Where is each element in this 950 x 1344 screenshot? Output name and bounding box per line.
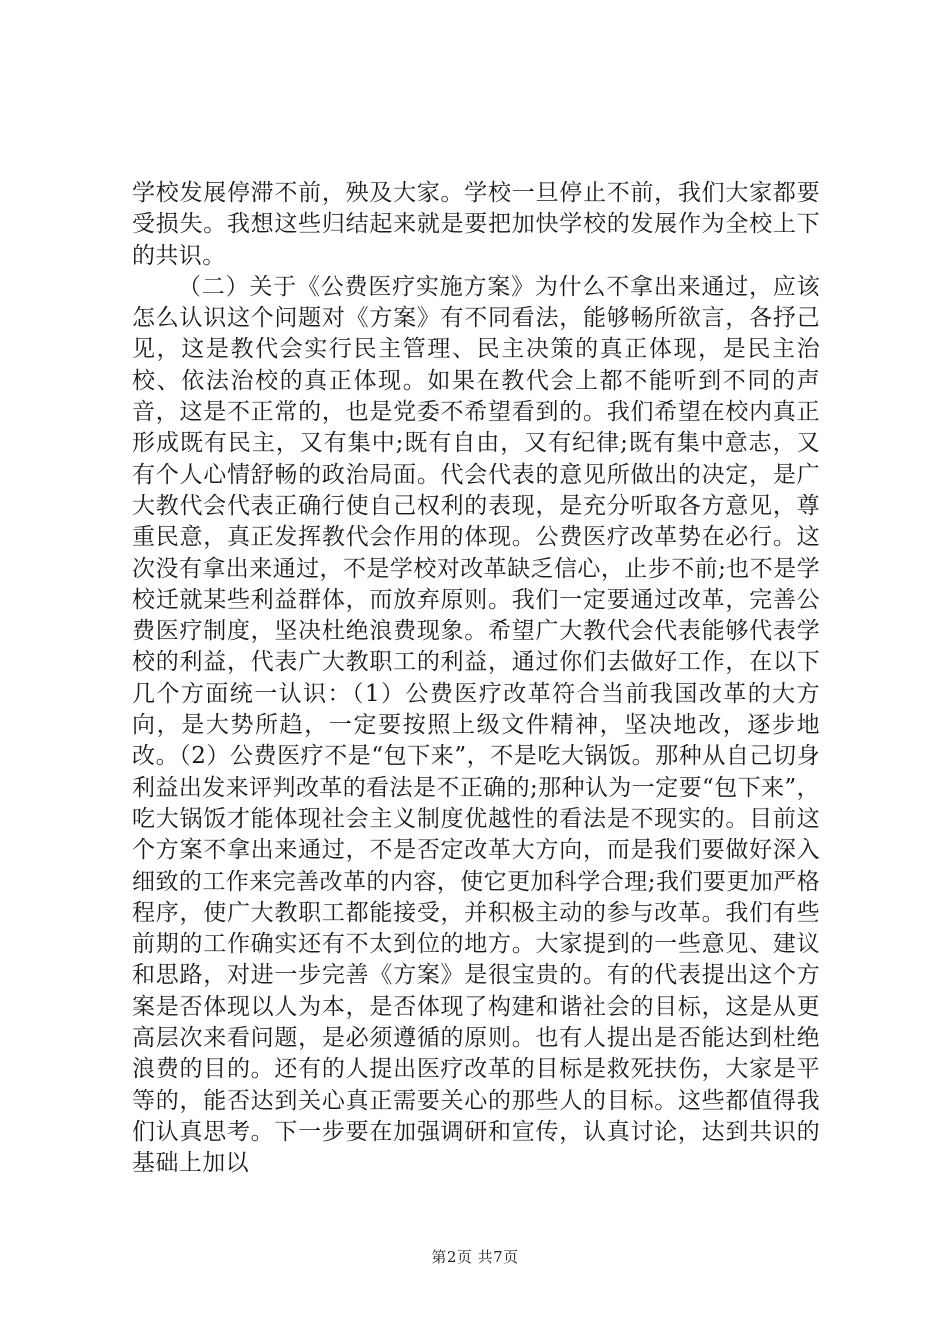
paragraph-section-two: （二）关于《公费医疗实施方案》为什么不拿出来通过，应该怎么认识这个问题对《方案》有不同看法，能够畅所欲言，各抒己见，这是教代会实行民主管理、民主决策的真正体现，是民主治校、依法治校的真正体现。如果在教代会上都不能听到不同的声音，这是不正常的，也是党委不希望看到的。我们希望在校内真正形成既有民主，又有集中;既有自由，又有纪律;既有集中意志，又有个人心情舒畅的政治局面。代会代表的意见所做出的决定，是广大教代会代表正确行使自己权利的表现，是充分听取各方意见，尊重民意，真正发挥教代会作用的体现。公费医疗改革势在必行。这次没有拿出来通过，不是学校对改革缺乏信心，止步不前;也不是学校迁就某些利益群体，而放弃原则。我们一定要通过改革，完善公费医疗制度，坚决杜绝浪费现象。希望广大教代会代表能够代表学校的利益，代表广大教职工的利益，通过你们去做好工作，在以下几个方面统一认识：（1）公费医疗改革符合当前我国改革的大方向，是大势所趋，一定要按照上级文件精神，坚决地改，逐步地改。（2）公费医疗不是“包下来”，不是吃大锅饭。那种从自己切身利益出发来评判改革的看法是不正确的;那种认为一定要“包下来”，吃大锅饭才能体现社会主义制度优越性的看法是不现实的。目前这个方案不拿出来通过，不是否定改革大方向，而是我们要做好深入细致的工作来完善改革的内容，使它更加科学合理;我们要更加严格程序，使广大教职工都能接受，并积极主动的参与改革。我们有些前期的工作确实还有不太到位的地方。大家提到的一些意见、建议和思路，对进一步完善《方案》是很宝贵的。有的代表提出这个方案是否体现以人为本，是否体现了构建和谐社会的目标，这是从更高层次来看问题，是必须遵循的原则。也有人提出是否能达到杜绝浪费的目的。还有的人提出医疗改革的目标是救死扶伤，大家是平等的，能否达到关心真正需要关心的那些人的目标。这些都值得我们认真思考。下一步要在加强调研和宣传，认真讨论，达到共识的基础上加以: [132, 273, 820, 1177]
page-number: 第2页 共7页: [431, 1248, 519, 1266]
document-body: [132, 178, 820, 1180]
paragraph-continuation: 学校发展停滞不前，殃及大家。学校一旦停止不前，我们大家都要受损失。我想这些归结起来就是要把加快学校的发展作为全校上下的共识。: [132, 180, 820, 269]
page-footer: [0, 1246, 950, 1267]
